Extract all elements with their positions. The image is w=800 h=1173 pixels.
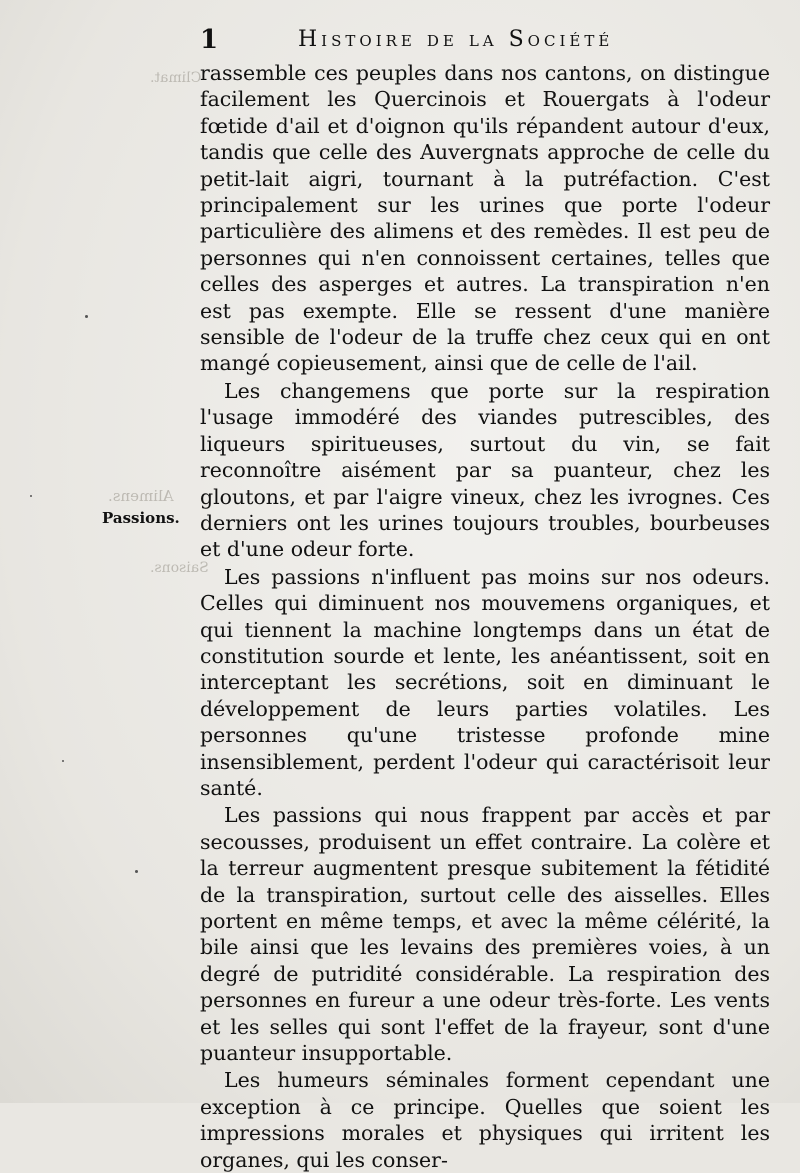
paragraph: Les humeurs séminales forment cependant une exception à ce principe. Quelles que soient les impressions morales et physiques qui irritent les organes, qui les conser- (200, 1068, 770, 1172)
show-through-text: Saisons. (150, 560, 209, 576)
paper-speck (62, 760, 64, 762)
paper-speck (30, 495, 32, 497)
paper-speck (85, 315, 88, 318)
page-header (200, 24, 770, 56)
paragraph: rassemble ces peuples dans nos cantons, on distingue facilement les Quercinois et Rouergats à l'odeur fœtide d'ail et d'oignon qu'ils répandent autour d'eux, tandis que celle des Auvergnats approche de celle du petit-lait aigri, tournant à la putréfaction. C'est principalement sur les urines que porte l'odeur particulière des alimens et des remèdes. Il est peu de personnes qui n'en connoissent certaines, telles que celles des asperges et autres. La transpiration n'en est pas exempte. Elle se ressent d'une manière sensible de l'odeur de la truffe chez ceux qui en ont mangé copieusement, ainsi que de celle de l'ail. (200, 61, 770, 376)
show-through-text: Climat. (150, 70, 202, 86)
running-title: Histoire de la Société (298, 27, 614, 52)
paragraph: Les passions qui nous frappent par accès et par secousses, produisent un effet contraire. La colère et la terreur augmentent presque subitement la fétidité de la transpiration, surtout celle des aisselles. Elles portent en même temps, et avec la même célérité, la bile ainsi que les levains des premières voies, à un degré de putridité considérable. La respiration des personnes en fureur a une odeur très-forte. Les vents et les selles qui sont l'effet de la frayeur, sont d'une puanteur insupportable. (200, 803, 770, 1066)
paragraph: Les changemens que porte sur la respiration l'usage immodéré des viandes putrescibles, des liqueurs spiritueuses, surtout du vin, se fait reconnoître aisément par sa puanteur, chez les gloutons, et par l'aigre vineux, chez les ivrognes. Ces derniers ont les urines toujours troubles, bourbeuses et d'une odeur forte. (200, 378, 770, 562)
paper-speck (135, 870, 138, 873)
body-text (200, 60, 770, 1173)
page-number: 1 (200, 25, 219, 55)
paragraph: Les passions n'influent pas moins sur nos odeurs. Celles qui diminuent nos mouvemens organiques, et qui tiennent la machine longtemps dans un état de constitution sourde et lente, les anéantissent, soit en interceptant les secrétions, soit en diminuant le développement de leurs parties volatiles. Les personnes qu'une tristesse profonde mine insensiblement, perdent l'odeur qui caractérisoit leur santé. (200, 564, 770, 800)
show-through-text: Alimens. (108, 487, 174, 505)
margin-note: Passions. (102, 509, 180, 527)
